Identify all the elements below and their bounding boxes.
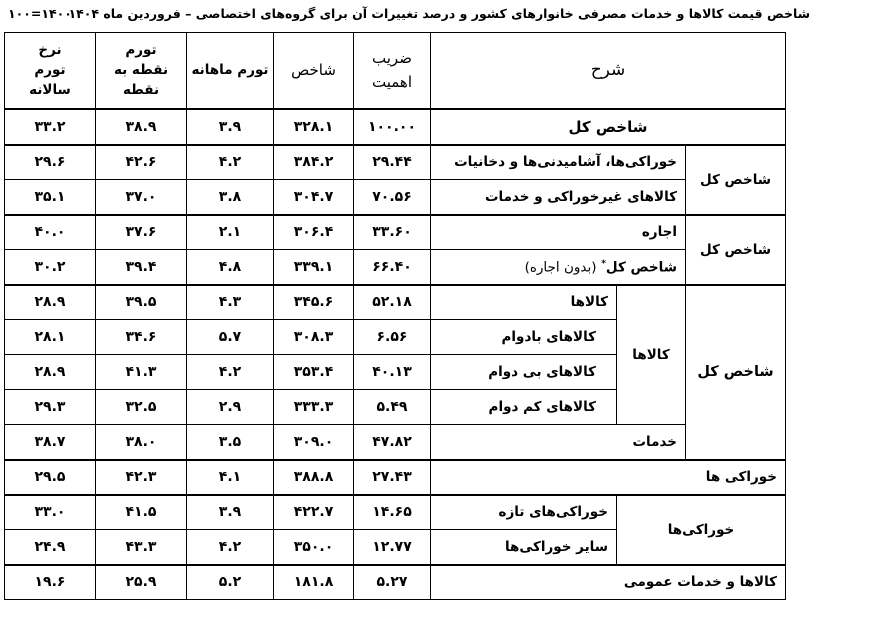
table-row bbox=[5, 109, 786, 145]
index-cell: ۳۳۹.۱ bbox=[274, 250, 354, 285]
monthly-cell: ۴.۸ bbox=[187, 250, 274, 285]
row-label: کالاها bbox=[431, 285, 617, 320]
weight-cell: ۷۰.۵۶ bbox=[354, 180, 431, 215]
row-label: خوراکی‌های تازه bbox=[431, 495, 617, 530]
p2p-cell: ۴۱.۳ bbox=[96, 355, 187, 390]
group-label: شاخص کل bbox=[686, 145, 786, 215]
p2p-cell: ۴۲.۳ bbox=[96, 460, 187, 495]
annual-cell: ۳۳.۲ bbox=[5, 109, 96, 145]
annual-cell: ۴۰.۰ bbox=[5, 215, 96, 250]
p2p-cell: ۲۵.۹ bbox=[96, 565, 187, 600]
monthly-cell: ۳.۸ bbox=[187, 180, 274, 215]
weight-cell: ۴۰.۱۳ bbox=[354, 355, 431, 390]
row-label: کالاهای غیرخوراکی و خدمات bbox=[431, 180, 686, 215]
p2p-cell: ۴۲.۶ bbox=[96, 145, 187, 180]
monthly-cell: ۳.۹ bbox=[187, 495, 274, 530]
annual-cell: ۳۰.۲ bbox=[5, 250, 96, 285]
p2p-cell: ۳۸.۹ bbox=[96, 109, 187, 145]
row-label: خوراکی‌ها، آشامیدنی‌ها و دخانیات bbox=[431, 145, 686, 180]
table-row bbox=[5, 250, 786, 285]
monthly-cell: ۵.۷ bbox=[187, 320, 274, 355]
index-cell: ۳۵۳.۴ bbox=[274, 355, 354, 390]
weight-cell: ۵.۲۷ bbox=[354, 565, 431, 600]
weight-cell: ۱۲.۷۷ bbox=[354, 530, 431, 565]
subgroup-label: کالاها bbox=[617, 285, 686, 425]
annual-cell: ۲۸.۱ bbox=[5, 320, 96, 355]
weight-cell: ۵۲.۱۸ bbox=[354, 285, 431, 320]
row-label: کالاهای کم دوام bbox=[431, 390, 617, 425]
monthly-cell: ۴.۱ bbox=[187, 460, 274, 495]
annual-cell: ۲۹.۵ bbox=[5, 460, 96, 495]
index-cell: ۳۰۹.۰ bbox=[274, 425, 354, 460]
p2p-cell: ۳۴.۶ bbox=[96, 320, 187, 355]
table-row bbox=[5, 565, 786, 600]
row-label: اجاره bbox=[431, 215, 686, 250]
row-label: شاخص کل bbox=[431, 109, 786, 145]
weight-cell: ۱۰۰.۰۰ bbox=[354, 109, 431, 145]
table-row bbox=[5, 425, 786, 460]
monthly-cell: ۵.۲ bbox=[187, 565, 274, 600]
index-cell: ۳۰۶.۴ bbox=[274, 215, 354, 250]
index-cell: ۳۲۸.۱ bbox=[274, 109, 354, 145]
index-cell: ۳۸۴.۲ bbox=[274, 145, 354, 180]
p2p-cell: ۴۳.۳ bbox=[96, 530, 187, 565]
col-sharh: شرح bbox=[431, 33, 786, 109]
weight-cell: ۴۷.۸۲ bbox=[354, 425, 431, 460]
table-row bbox=[5, 460, 786, 495]
p2p-cell: ۳۹.۴ bbox=[96, 250, 187, 285]
weight-cell: ۶.۵۶ bbox=[354, 320, 431, 355]
index-cell: ۳۵۰.۰ bbox=[274, 530, 354, 565]
table-row bbox=[5, 215, 786, 250]
col-p2p: تورم نقطه به نقطه bbox=[96, 33, 187, 109]
row-label: خدمات bbox=[431, 425, 686, 460]
annual-cell: ۲۴.۹ bbox=[5, 530, 96, 565]
report-header bbox=[0, 2, 870, 26]
col-index: شاخص bbox=[274, 33, 354, 109]
index-cell: ۳۰۸.۳ bbox=[274, 320, 354, 355]
annual-cell: ۳۸.۷ bbox=[5, 425, 96, 460]
cpi-table bbox=[4, 32, 786, 600]
report-title: شاخص قیمت کالاها و خدمات مصرفی خانوارهای کشور و درصد تغییرات آن برای گروه‌های اختصاصی – فروردین ماه ۱۴۰۴ bbox=[68, 6, 810, 21]
row-label: شاخص کل* (بدون اجاره) bbox=[431, 250, 686, 285]
weight-cell: ۲۹.۴۴ bbox=[354, 145, 431, 180]
p2p-cell: ۳۲.۵ bbox=[96, 390, 187, 425]
index-cell: ۱۸۱.۸ bbox=[274, 565, 354, 600]
p2p-cell: ۳۸.۰ bbox=[96, 425, 187, 460]
monthly-cell: ۴.۲ bbox=[187, 145, 274, 180]
monthly-cell: ۳.۵ bbox=[187, 425, 274, 460]
group-label: شاخص کل bbox=[686, 285, 786, 460]
monthly-cell: ۴.۳ bbox=[187, 285, 274, 320]
table-row bbox=[5, 285, 786, 320]
annual-cell: ۲۸.۹ bbox=[5, 355, 96, 390]
annual-cell: ۳۳.۰ bbox=[5, 495, 96, 530]
weight-cell: ۲۷.۴۳ bbox=[354, 460, 431, 495]
index-cell: ۳۳۳.۳ bbox=[274, 390, 354, 425]
row-label: کالاهای بی دوام bbox=[431, 355, 617, 390]
table-row bbox=[5, 145, 786, 180]
table-row bbox=[5, 495, 786, 530]
row-label: سایر خوراکی‌ها bbox=[431, 530, 617, 565]
header-row bbox=[5, 33, 786, 109]
row-label: کالاهای بادوام bbox=[431, 320, 617, 355]
annual-cell: ۳۵.۱ bbox=[5, 180, 96, 215]
monthly-cell: ۴.۲ bbox=[187, 355, 274, 390]
monthly-cell: ۴.۲ bbox=[187, 530, 274, 565]
monthly-cell: ۲.۱ bbox=[187, 215, 274, 250]
p2p-cell: ۳۹.۵ bbox=[96, 285, 187, 320]
annual-cell: ۲۹.۳ bbox=[5, 390, 96, 425]
monthly-cell: ۲.۹ bbox=[187, 390, 274, 425]
annual-cell: ۲۸.۹ bbox=[5, 285, 96, 320]
weight-cell: ۶۶.۴۰ bbox=[354, 250, 431, 285]
weight-cell: ۱۴.۶۵ bbox=[354, 495, 431, 530]
index-cell: ۳۰۴.۷ bbox=[274, 180, 354, 215]
weight-cell: ۵.۴۹ bbox=[354, 390, 431, 425]
index-cell: ۴۲۲.۷ bbox=[274, 495, 354, 530]
group-label: خوراکی‌ها bbox=[617, 495, 786, 565]
col-monthly: تورم ماهانه bbox=[187, 33, 274, 109]
annual-cell: ۲۹.۶ bbox=[5, 145, 96, 180]
index-cell: ۳۸۸.۸ bbox=[274, 460, 354, 495]
index-cell: ۳۴۵.۶ bbox=[274, 285, 354, 320]
col-weight: ضریب اهمیت bbox=[354, 33, 431, 109]
monthly-cell: ۳.۹ bbox=[187, 109, 274, 145]
p2p-cell: ۴۱.۵ bbox=[96, 495, 187, 530]
group-label: شاخص کل bbox=[686, 215, 786, 285]
table-row bbox=[5, 180, 786, 215]
base-year: ۱۰۰=۱۴۰۰ bbox=[8, 6, 72, 21]
p2p-cell: ۳۷.۰ bbox=[96, 180, 187, 215]
p2p-cell: ۳۷.۶ bbox=[96, 215, 187, 250]
weight-cell: ۳۳.۶۰ bbox=[354, 215, 431, 250]
row-label: خوراکی ها bbox=[431, 460, 786, 495]
annual-cell: ۱۹.۶ bbox=[5, 565, 96, 600]
col-annual: نرخ تورم سالانه bbox=[5, 33, 96, 109]
row-label: کالاها و خدمات عمومی bbox=[431, 565, 786, 600]
